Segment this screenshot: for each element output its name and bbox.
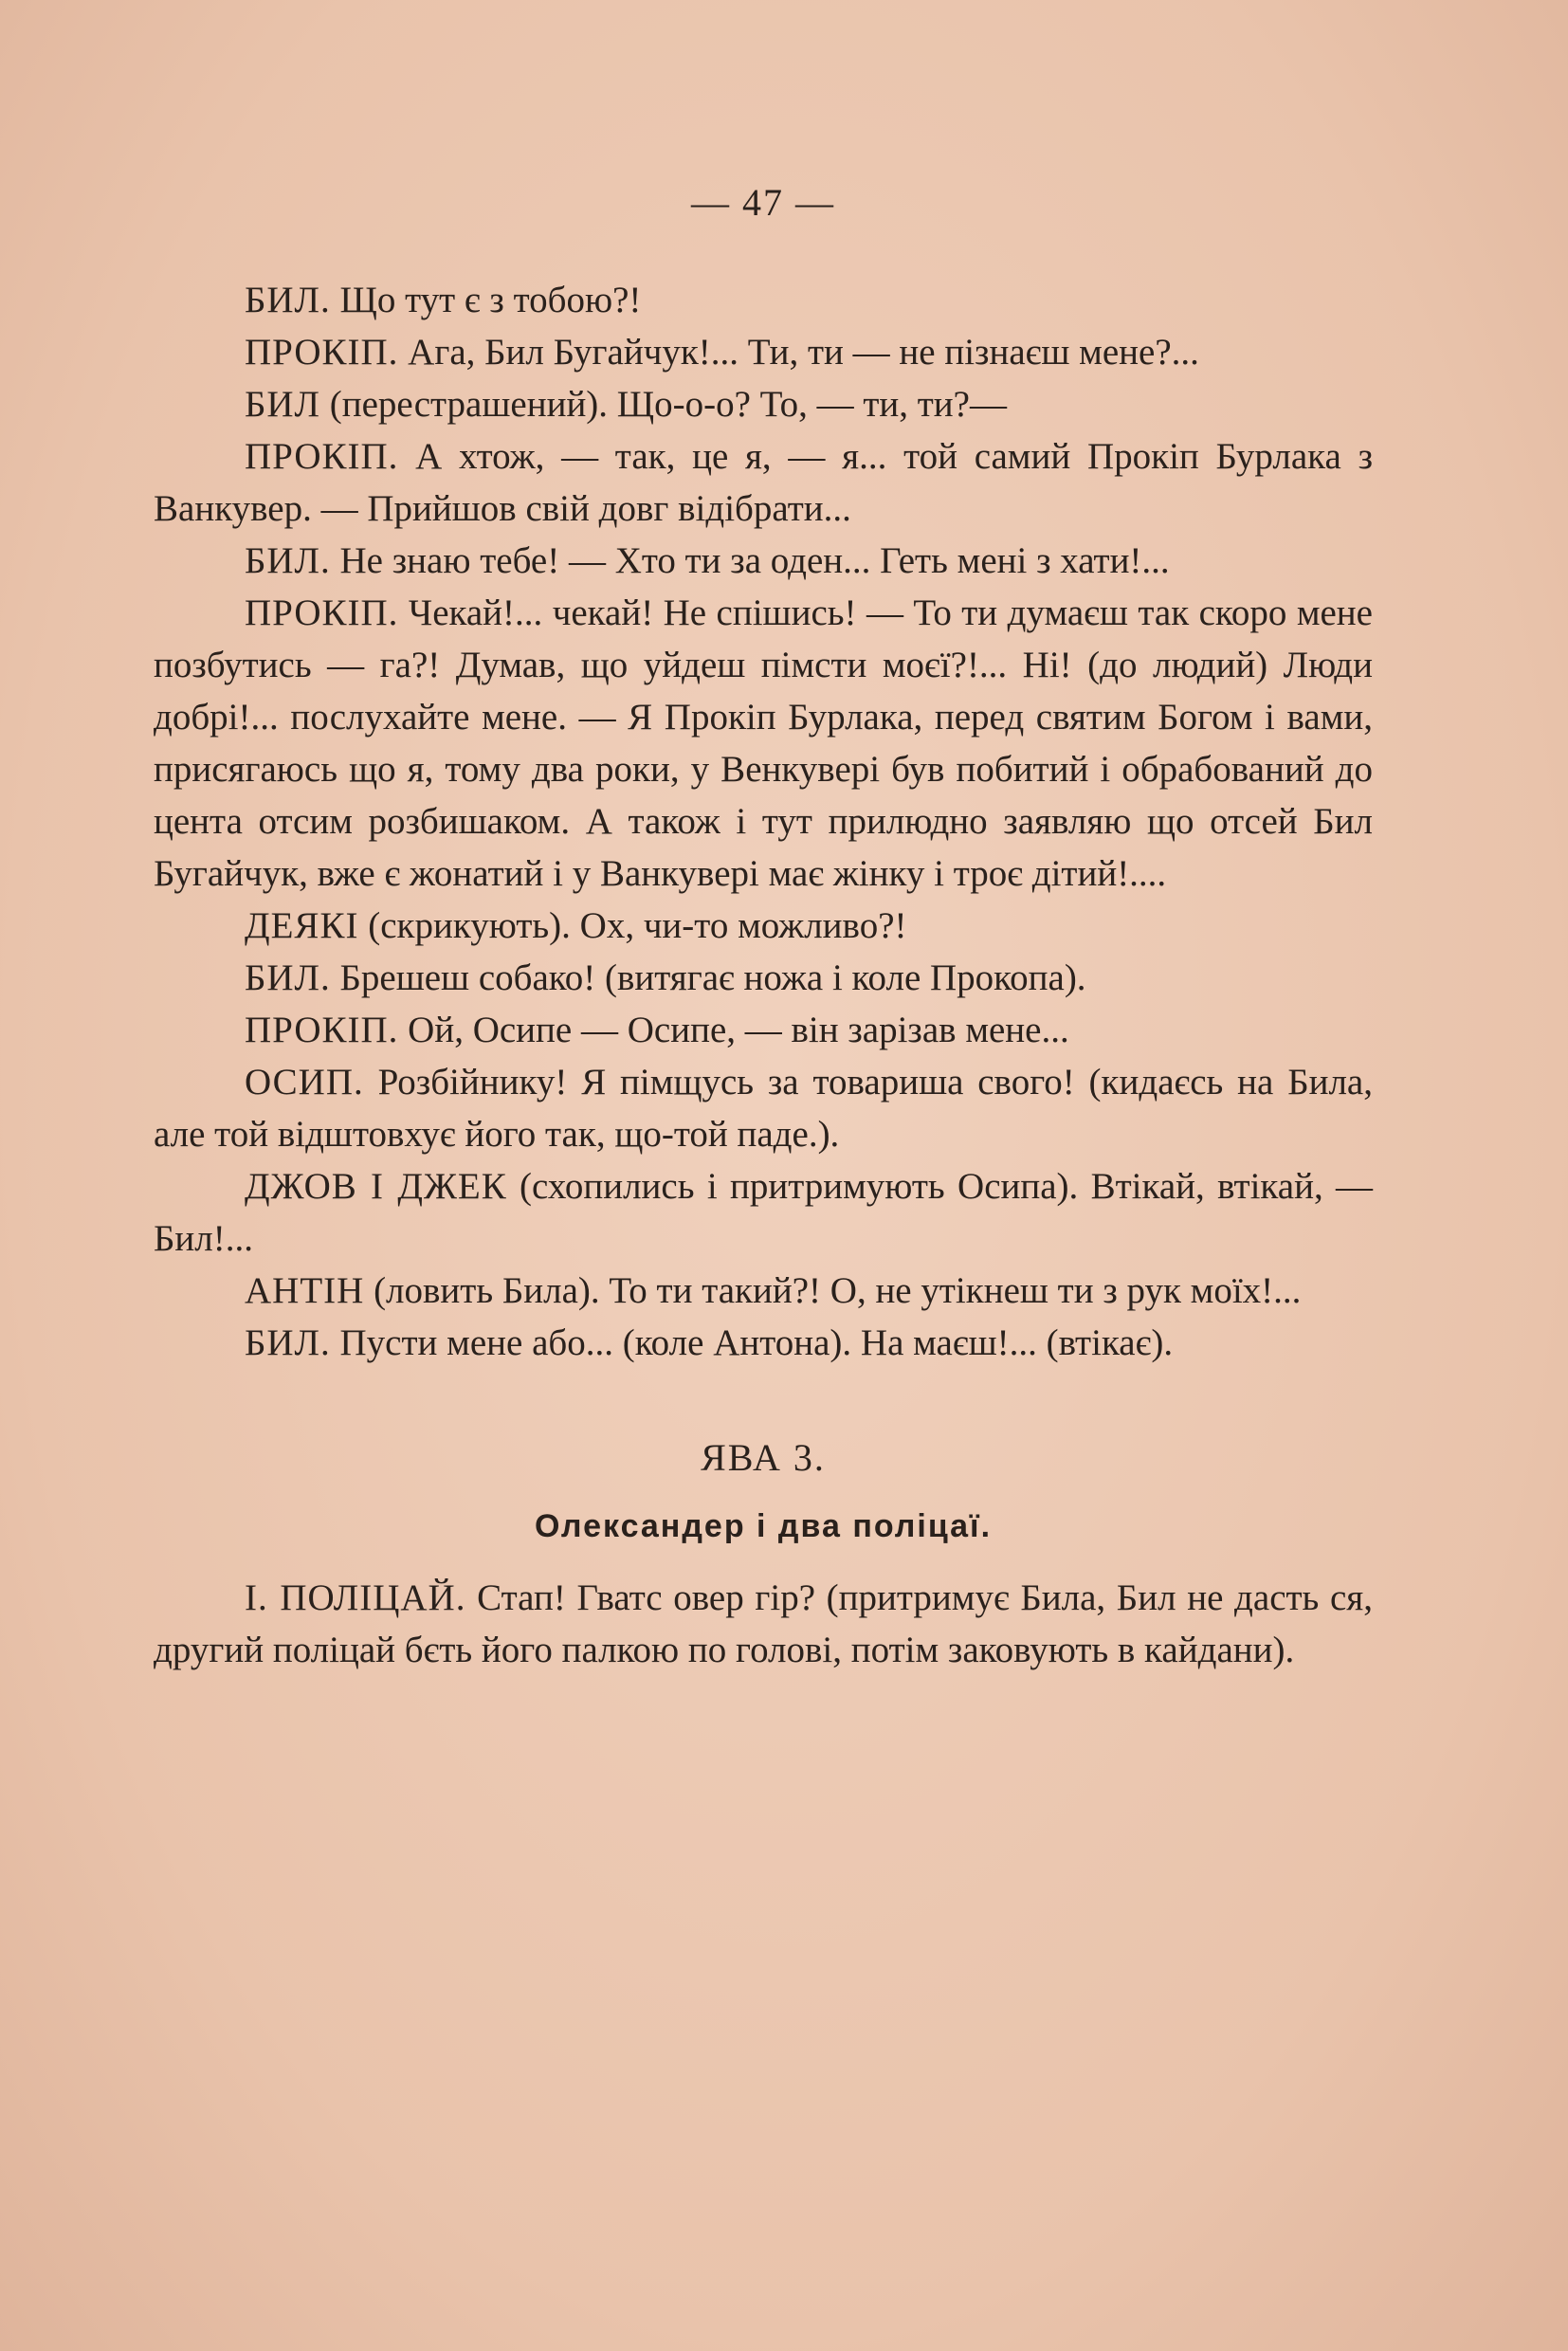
dialogue-line — [154, 1572, 1373, 1676]
dialogue-text: (ловить Била). То ти такий?! О, не утікнеш ти з рук моїх!... — [364, 1270, 1302, 1311]
dialogue-text: Стап! Гватс овер гір? (притримує Била, Бил не дасть ся, другий поліцай бєть його палкою по голові, потім заковують в кайдани). — [154, 1577, 1373, 1670]
speaker-name: ПРОКІП. — [245, 332, 399, 373]
dialogue-line — [154, 274, 1373, 326]
scene-title: ЯВА 3. — [701, 1436, 826, 1479]
dialogue-line — [154, 1317, 1373, 1369]
speaker-name: АНТІН — [245, 1270, 365, 1311]
dialogue-text: Що тут є з тобою?! — [330, 280, 642, 320]
dialogue-text: (схопились і притримують Осипа). Втікай, втікай, — Бил!... — [154, 1166, 1373, 1259]
dialogue-text: А хтож, — так, це я, — я... той самий Прокіп Бурлака з Ванкувер. — Прийшов свій довг відібрати... — [154, 436, 1373, 529]
speaker-name: ПРОКІП. — [245, 1010, 399, 1050]
speaker-name: ДЕЯКІ — [245, 905, 359, 946]
dialogue-line — [154, 535, 1373, 587]
dialogue-line — [154, 430, 1373, 535]
dialogue-line — [154, 587, 1373, 900]
page-number: — 47 — — [691, 181, 835, 224]
dialogue-line — [154, 952, 1373, 1004]
dialogue-text: (перестрашений). Що-о-о? То, — ти, ти?— — [320, 384, 1007, 425]
dialogue-text: Брешеш собако! (витягає ножа і коле Прокопа). — [330, 957, 1086, 998]
dialogue-text: Ага, Бил Бугайчук!... Ти, ти — не пізнаєш мене?... — [398, 332, 1199, 373]
speaker-name: ДЖОВ І ДЖЕК — [245, 1166, 507, 1207]
dialogue-line — [154, 1004, 1373, 1056]
speaker-name: БИЛ. — [245, 540, 331, 581]
scene-characters: Олександер і два поліцаї. — [534, 1508, 993, 1544]
dialogue-text: Чекай!... чекай! Не спішись! — То ти думаєш так скоро мене позбутись — га?! Думав, що уйдеш пімсти моєї?!... Ні! (до людий) Люди добрі!... послухайте мене. — Я Прокіп Бурлака, перед святим Богом і вами, присягаюсь що я, тому два роки, у Венкувері був побитий і обрабований до цента отсим розбишаком. А також і тут прилюдно заявляю що отсей Бил Бугайчук, вже є жонатий і у Ванкувері має жінку і троє дітий!.... — [154, 592, 1373, 894]
dialogue-text: Розбійнику! Я пімщусь за товариша свого! (кидаєсь на Била, але той відштовхує його так, що-той паде.). — [154, 1062, 1373, 1155]
speaker-name: БИЛ. — [245, 1322, 331, 1363]
speaker-name: ПРОКІП. — [245, 436, 399, 477]
dialogue-line — [154, 1160, 1373, 1265]
book-page — [154, 180, 1373, 1676]
dialogue-text: Ой, Осипе — Осипе, — він зарізав мене... — [398, 1010, 1069, 1050]
speaker-name: БИЛ — [245, 384, 321, 425]
speaker-name: І. ПОЛІЦАЙ. — [245, 1577, 466, 1618]
dialogue-line — [154, 378, 1373, 430]
speaker-name: БИЛ. — [245, 957, 331, 998]
speaker-name: БИЛ. — [245, 280, 331, 320]
speaker-name: ОСИП. — [245, 1062, 364, 1103]
speaker-name: ПРОКІП. — [245, 592, 399, 633]
dialogue-line — [154, 900, 1373, 952]
dialogue-text: Пусти мене або... (коле Антона). На маєш!... (втікає). — [330, 1322, 1174, 1363]
dialogue-text: Не знаю тебе! — Хто ти за оден... Геть мені з хати!... — [330, 540, 1170, 581]
dialogue-line — [154, 326, 1373, 378]
dialogue-line — [154, 1265, 1373, 1317]
dialogue-line — [154, 1056, 1373, 1160]
dialogue-text: (скрикують). Ох, чи-то можливо?! — [358, 905, 907, 946]
